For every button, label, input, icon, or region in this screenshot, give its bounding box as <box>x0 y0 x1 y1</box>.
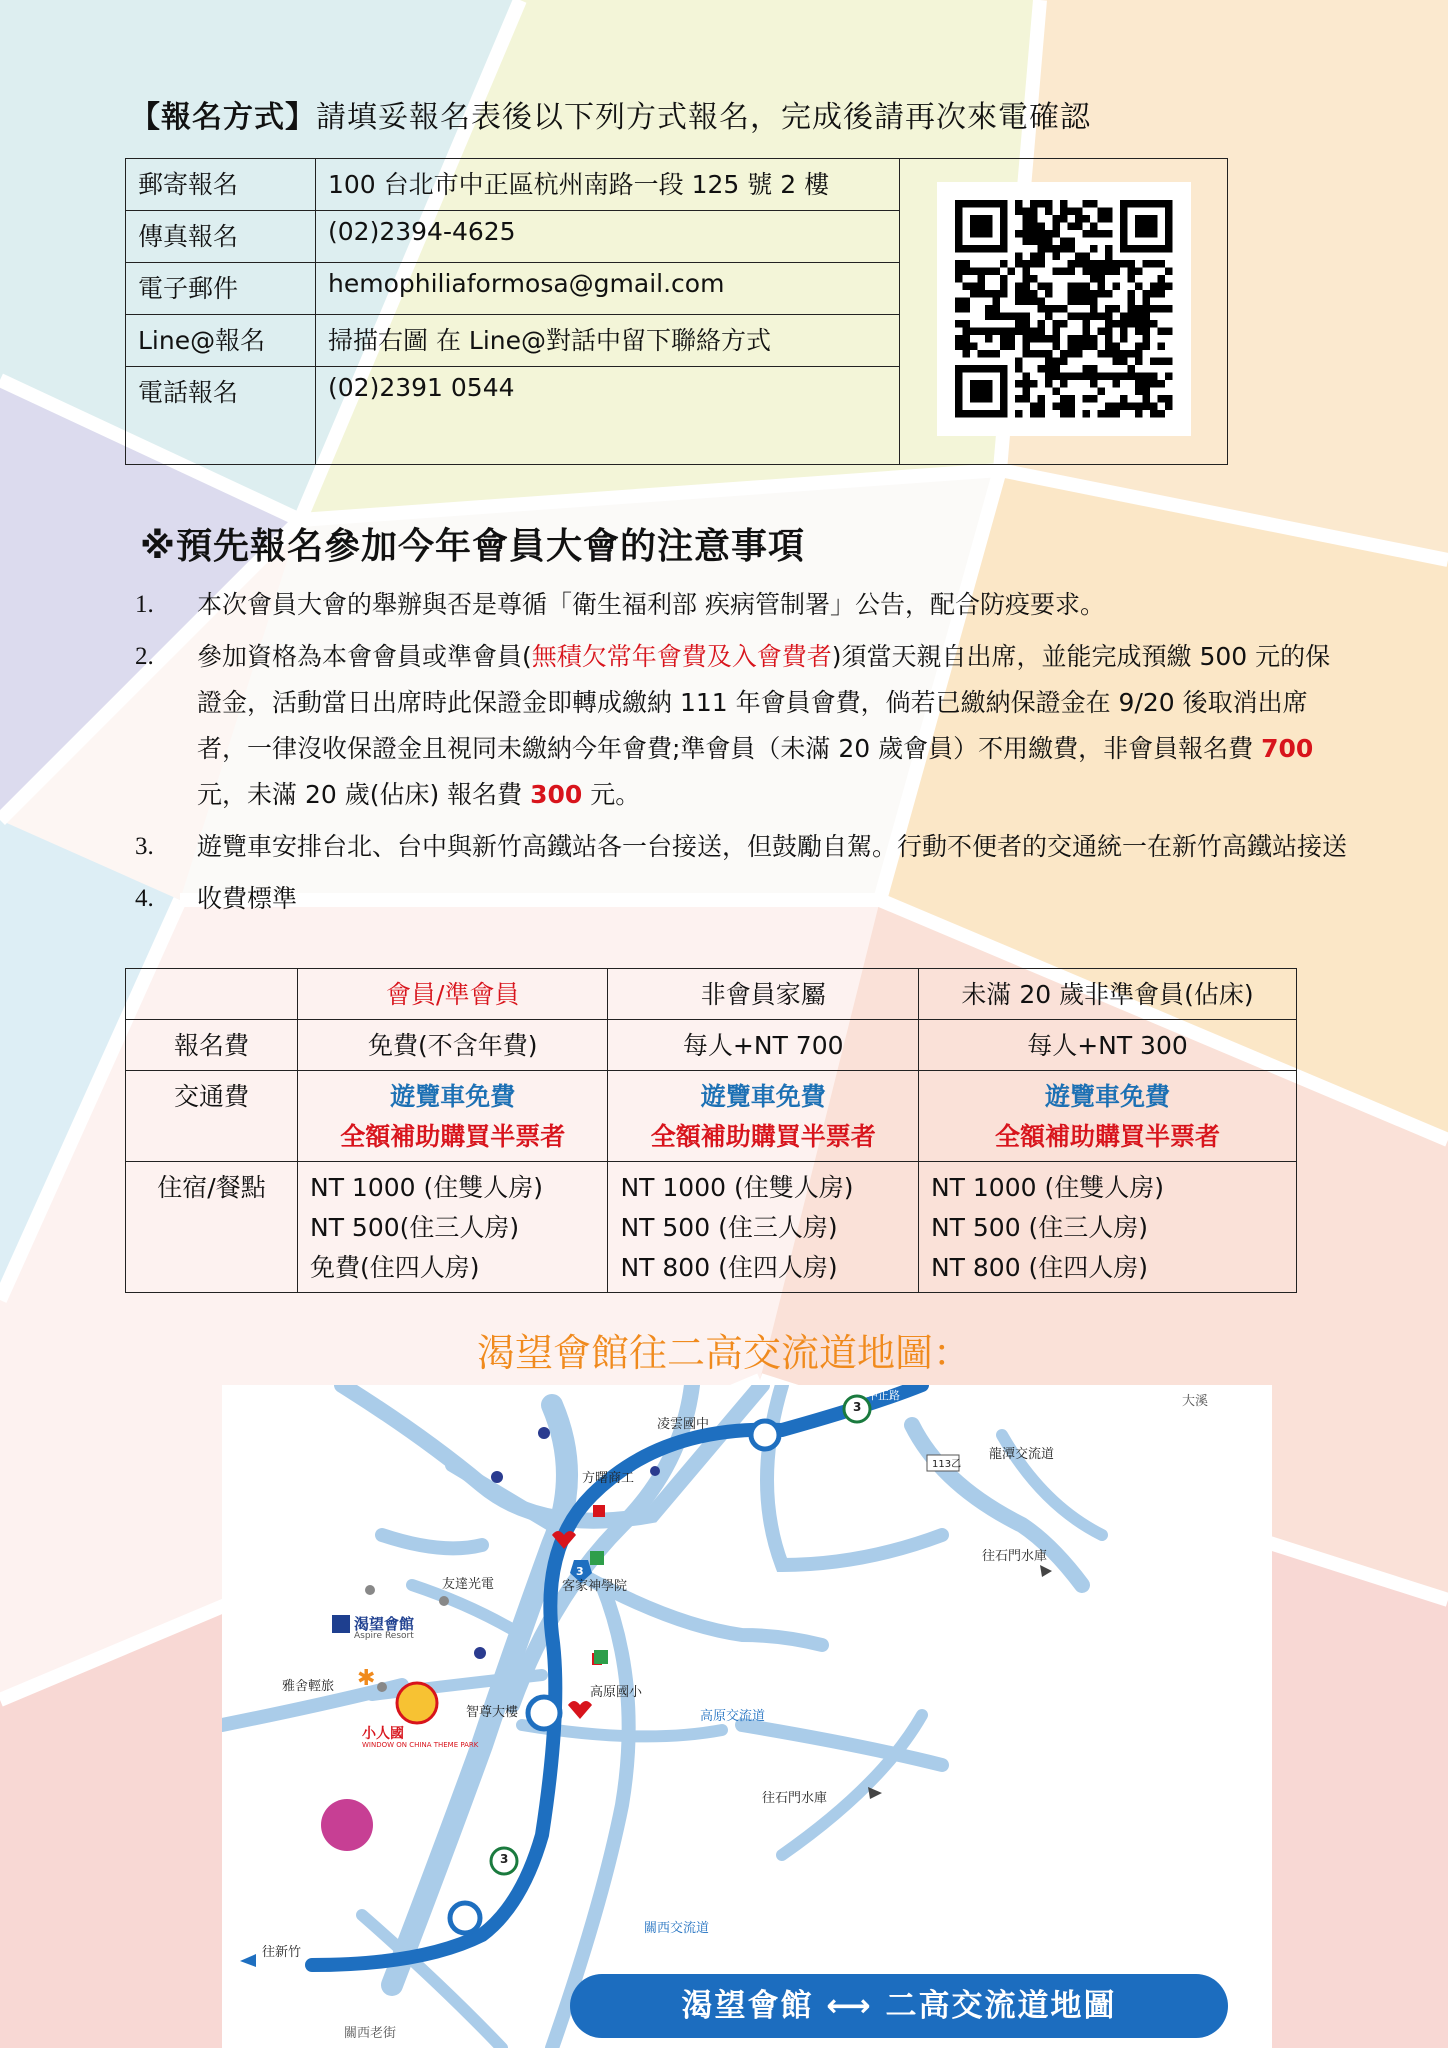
list-item <box>135 634 1355 818</box>
festival-logo-icon <box>321 1799 373 1851</box>
header-cell: 未滿 20 歲非準會員(佔床) <box>918 969 1296 1020</box>
map-label: 渴望會館 <box>354 1615 415 1633</box>
row-value: 掃描右圖 在 Line@對話中留下聯絡方式 <box>316 315 900 367</box>
registration-heading-text: 請填妥報名表後以下列方式報名，完成後請再次來電確認 <box>316 100 1091 135</box>
lodging-line: NT 1000 (住雙人房) <box>310 1173 543 1202</box>
poi-marker <box>365 1585 375 1595</box>
fee-amount: 700 <box>1261 734 1314 763</box>
road-label: 中正路 <box>867 1389 900 1402</box>
row-label: Line@報名 <box>126 315 316 367</box>
lodging-line: NT 800 (住四人房) <box>930 1253 1149 1282</box>
road-label: 113乙 <box>932 1459 962 1470</box>
notice-list <box>135 582 1355 928</box>
item-number: 1. <box>135 591 154 618</box>
table-row <box>126 1162 1297 1293</box>
header-cell: 會員/準會員 <box>298 969 608 1020</box>
transport-subsidy: 全額補助購買半票者 <box>340 1122 566 1151</box>
fee-table <box>125 968 1297 1293</box>
header-cell: 非會員家屬 <box>608 969 918 1020</box>
interchange-marker <box>450 1903 480 1933</box>
poi-marker <box>377 1682 387 1692</box>
map-label: 智尊大樓 <box>466 1705 519 1720</box>
row-value: 100 台北市中正區杭州南路一段 125 號 2 樓 <box>316 159 900 211</box>
row-value: (02)2394-4625 <box>316 211 900 263</box>
item-text: 元。 <box>582 780 641 809</box>
map-label: 關西老街 <box>344 2026 397 2041</box>
transport-subsidy: 全額補助購買半票者 <box>650 1122 876 1151</box>
theme-park-logo-icon <box>397 1683 437 1723</box>
list-item <box>135 824 1355 870</box>
arrow-right-icon <box>868 1787 882 1799</box>
item-number: 4. <box>135 885 154 912</box>
item-text: )須當天親自出席，並能完成預繳 500 元的保證金，活動當日出席時此保證金即轉成繳納 111 年會員會費，倘若已繳納保證金在 9/20 後取消出席者，一律沒收保證金且視同未繳納今年會費;準會員（未滿 20 歲會員）不用繳費，非會員報名費 <box>197 642 1331 763</box>
highway-number: 3 <box>853 1400 862 1414</box>
table-cell <box>918 1071 1296 1162</box>
item-text-highlight: 無積欠常年會費及入會費者 <box>531 642 832 671</box>
lodging-line: NT 500(住三人房) <box>310 1213 520 1242</box>
table-cell <box>608 1071 918 1162</box>
lodging-line: 免費(住四人房) <box>310 1253 480 1282</box>
poi-marker <box>491 1471 503 1483</box>
lodging-line: NT 500 (住三人房) <box>930 1213 1149 1242</box>
notice-title: ※預先報名參加今年會員大會的注意事項 <box>140 526 805 567</box>
interchange-marker <box>751 1421 779 1449</box>
table-cell: 免費(不含年費) <box>298 1020 608 1071</box>
row-label: 住宿/餐點 <box>126 1162 298 1293</box>
map-label: Aspire Resort <box>354 1631 414 1641</box>
table-row <box>126 1020 1297 1071</box>
item-number: 3. <box>135 833 154 860</box>
row-label: 交通費 <box>126 1071 298 1162</box>
email-value[interactable]: hemophiliaformosa@gmail.com <box>316 263 900 315</box>
sun-icon: ✱ <box>357 1666 376 1691</box>
item-text: 收費標準 <box>197 884 298 913</box>
fee-amount: 300 <box>530 780 583 809</box>
map-banner: 渴望會館 ⟷ 二高交流道地圖 <box>570 1974 1228 2038</box>
arrow-left-icon <box>240 1954 256 1967</box>
map-label: 往新竹 <box>262 1945 302 1960</box>
item-text: 參加資格為本會會員或準會員( <box>197 642 532 671</box>
item-text: 本次會員大會的舉辦與否是尊循「衛生福利部 疾病管制署」公告，配合防疫要求。 <box>197 590 1105 619</box>
map-road <box>412 1585 522 1635</box>
poi-marker <box>538 1427 550 1439</box>
row-label: 傳真報名 <box>126 211 316 263</box>
lodging-line: NT 1000 (住雙人房) <box>620 1173 854 1202</box>
map-label: 大溪 <box>1182 1394 1209 1409</box>
table-row <box>126 159 1228 211</box>
highway-number: 3 <box>500 1852 509 1866</box>
transport-bus: 遊覽車免費 <box>700 1082 826 1111</box>
qr-code-icon[interactable] <box>937 182 1191 436</box>
store-icon <box>594 1650 608 1664</box>
map-road <box>382 1535 482 1548</box>
hospital-icon <box>568 1701 592 1719</box>
lodging-line: NT 800 (住四人房) <box>620 1253 838 1282</box>
table-cell <box>298 1162 608 1293</box>
map-label: 方曙商工 <box>582 1471 635 1486</box>
list-item <box>135 876 1355 922</box>
map-label: 客家神學院 <box>562 1579 628 1594</box>
resort-logo-icon <box>332 1615 350 1633</box>
store-icon <box>590 1551 604 1565</box>
table-row <box>126 1071 1297 1162</box>
row-value: (02)2391 0544 <box>316 367 900 465</box>
highway-number: 3 <box>576 1565 584 1578</box>
table-cell <box>298 1071 608 1162</box>
transport-bus: 遊覽車免費 <box>1044 1082 1170 1111</box>
map-label: WINDOW ON CHINA THEME PARK <box>362 1741 479 1749</box>
item-number: 2. <box>135 643 154 670</box>
map-label: 關西交流道 <box>644 1921 710 1936</box>
header-cell <box>126 969 298 1020</box>
map-label: 小人國 <box>362 1726 404 1742</box>
item-text: 元，未滿 20 歲(佔床) 報名費 <box>197 780 531 809</box>
map-label: 高原交流道 <box>700 1709 766 1724</box>
map-label: 凌雲國中 <box>657 1417 710 1432</box>
route-map <box>222 1385 1272 2048</box>
table-header-row <box>126 969 1297 1020</box>
row-label: 郵寄報名 <box>126 159 316 211</box>
list-item <box>135 582 1355 628</box>
qr-cell <box>900 159 1228 465</box>
map-label: 雅舍輕旅 <box>282 1679 335 1694</box>
map-label: 往石門水庫 <box>762 1791 828 1806</box>
poi-marker <box>474 1647 486 1659</box>
map-label: 龍潭交流道 <box>989 1447 1055 1462</box>
arrow-right-icon <box>1040 1565 1052 1577</box>
map-title: 渴望會館往二高交流道地圖： <box>476 1331 971 1375</box>
poi-marker <box>439 1596 449 1606</box>
registration-heading-bracket: 【報名方式】 <box>130 100 316 135</box>
row-label: 電子郵件 <box>126 263 316 315</box>
row-label: 電話報名 <box>126 367 316 465</box>
transport-subsidy: 全額補助購買半票者 <box>994 1122 1220 1151</box>
registration-table <box>125 158 1228 465</box>
item-text: 遊覽車安排台北、台中與新竹高鐵站各一台接送，但鼓勵自駕。行動不便者的交通統一在新竹高鐵站接送 <box>197 832 1348 861</box>
table-cell: 每人+NT 300 <box>918 1020 1296 1071</box>
map-point <box>650 1466 660 1476</box>
table-cell <box>608 1162 918 1293</box>
map-label: 往石門水庫 <box>982 1549 1048 1564</box>
map-label: 高原國小 <box>590 1685 643 1700</box>
registration-heading <box>130 92 1091 136</box>
interchange-marker <box>528 1697 560 1729</box>
table-cell <box>918 1162 1296 1293</box>
map-label: 友達光電 <box>442 1577 495 1592</box>
row-label: 報名費 <box>126 1020 298 1071</box>
lodging-line: NT 1000 (住雙人房) <box>930 1173 1164 1202</box>
table-cell: 每人+NT 700 <box>608 1020 918 1071</box>
transport-bus: 遊覽車免費 <box>390 1082 516 1111</box>
lodging-line: NT 500 (住三人房) <box>620 1213 838 1242</box>
gas-station-icon <box>593 1505 605 1517</box>
